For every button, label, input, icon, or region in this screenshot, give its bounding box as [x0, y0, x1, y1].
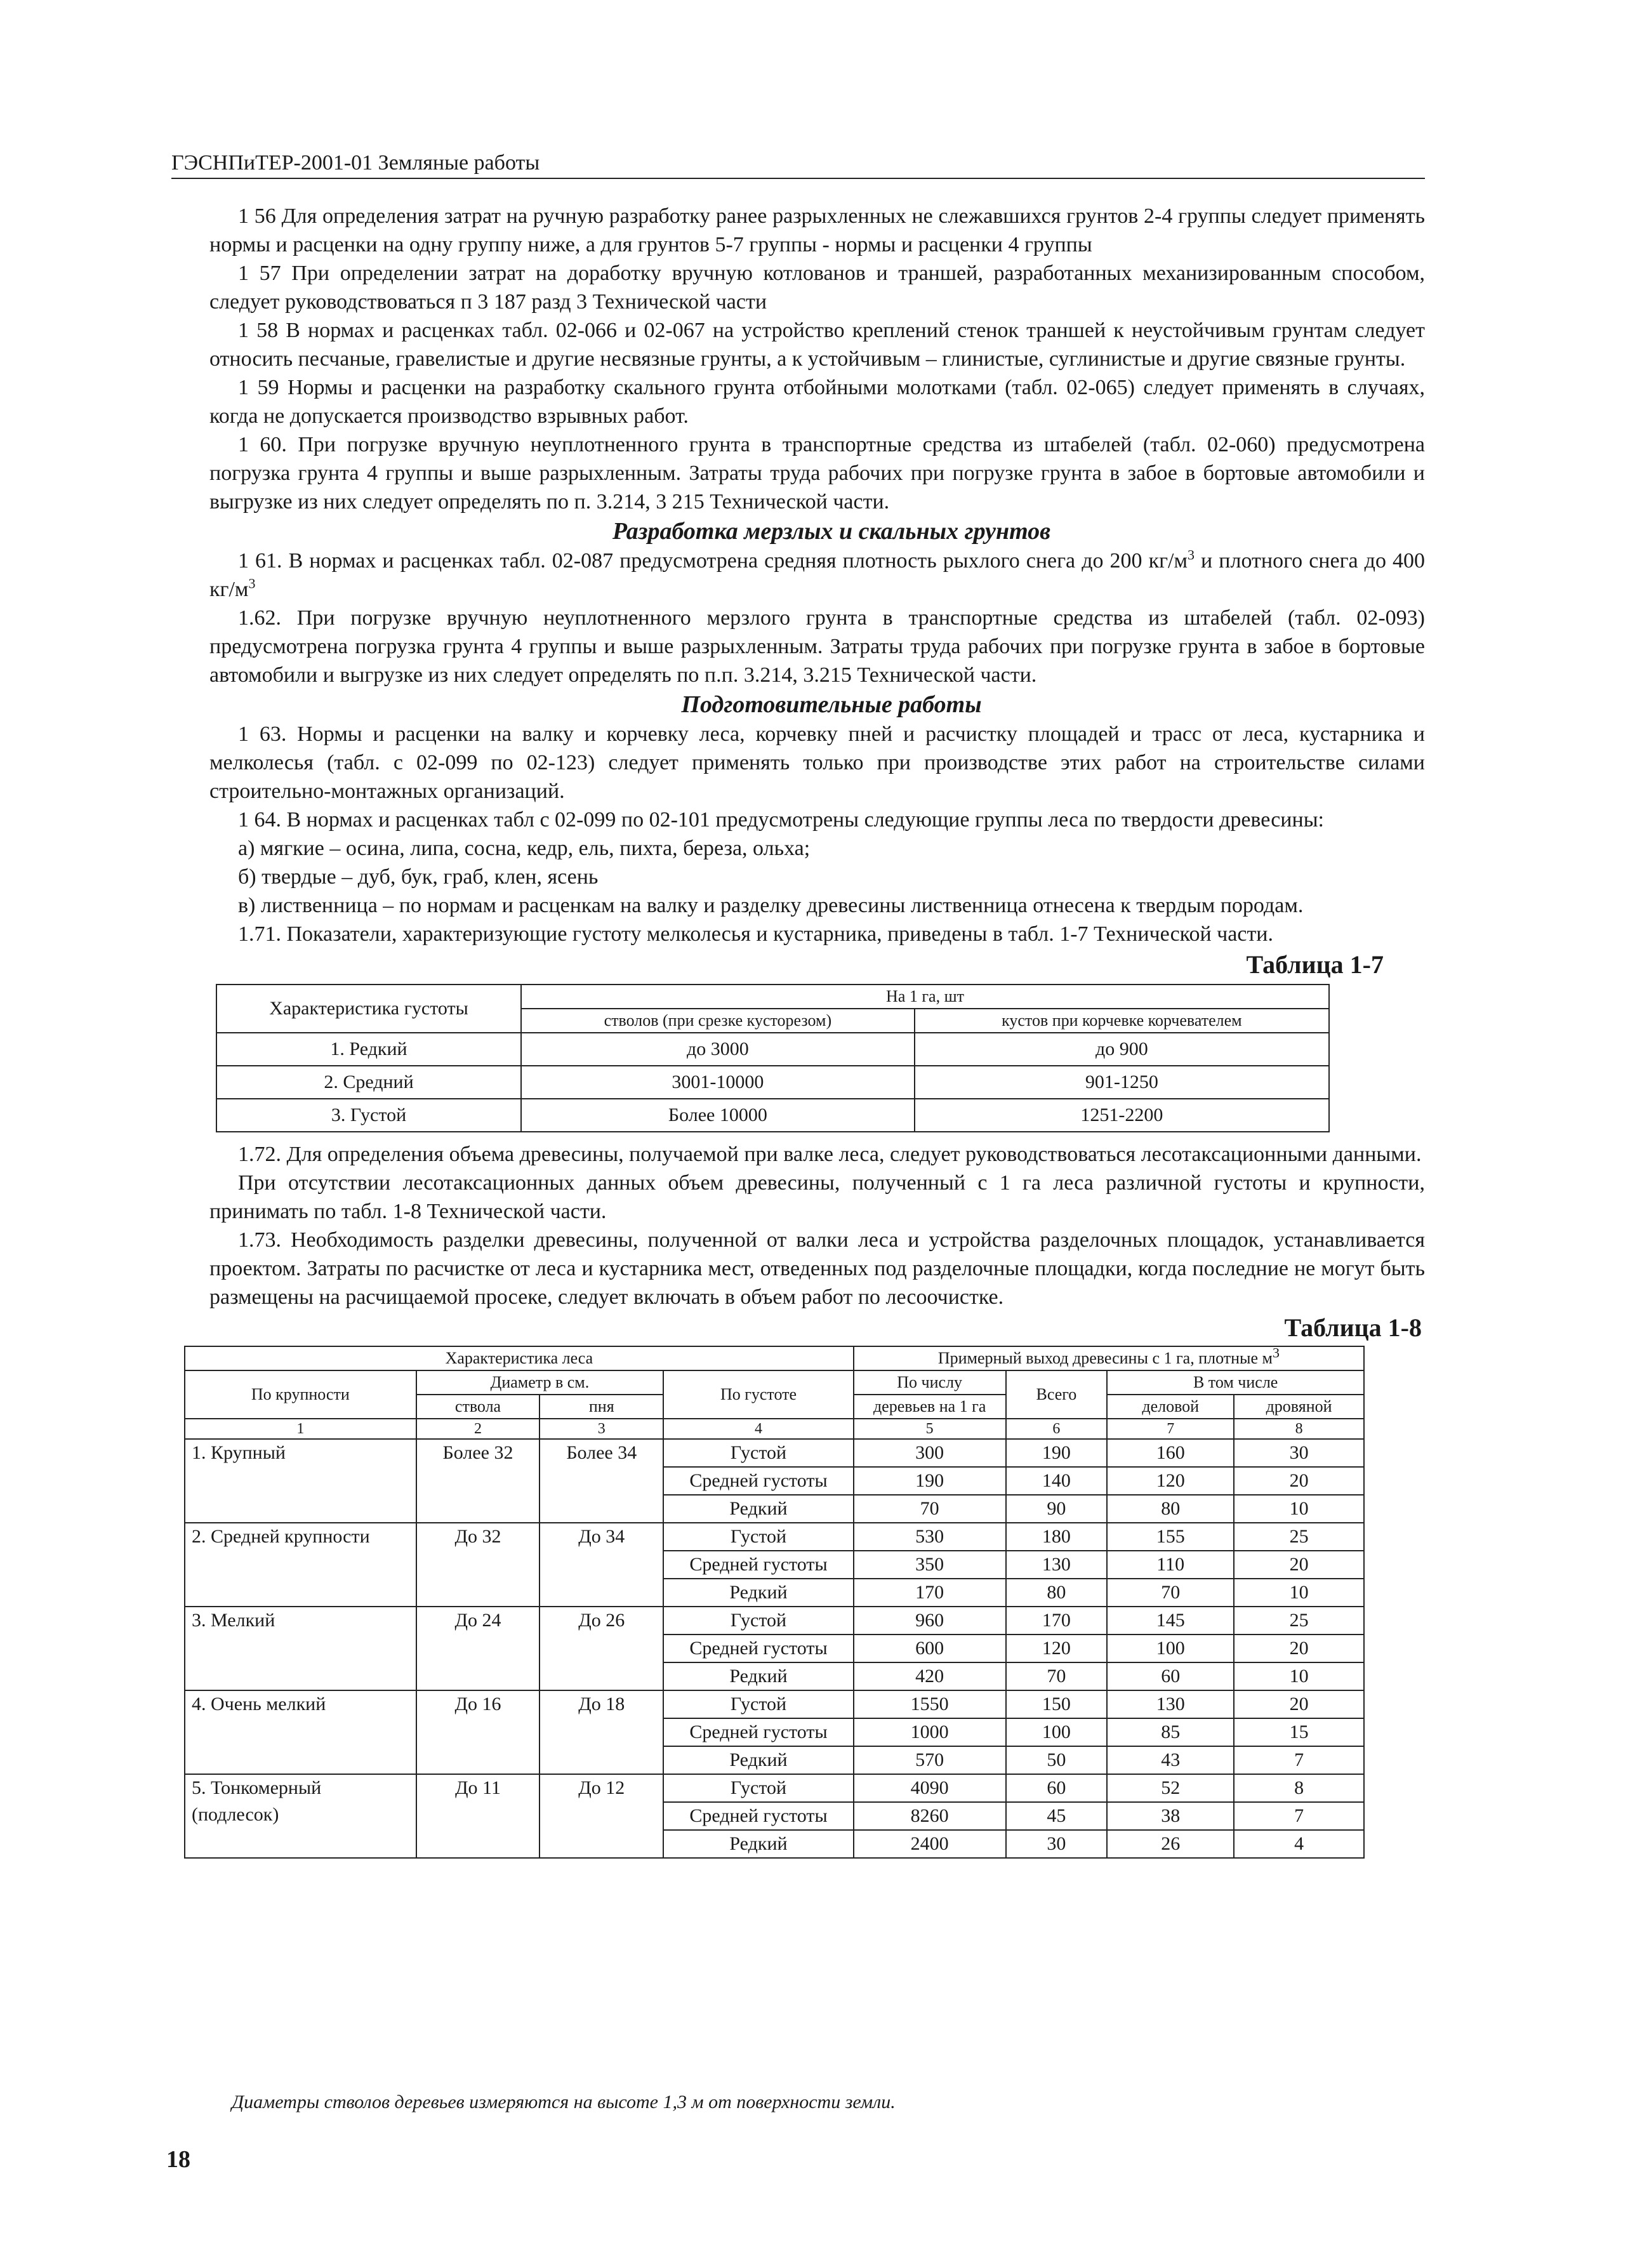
table-cell: 1000: [854, 1718, 1006, 1746]
size-cell: 3. Мелкий: [185, 1607, 416, 1690]
section-title-frozen-soils: Разработка мерзлых и скальных грунтов: [612, 518, 1051, 545]
table-1-8-title: Таблица 1-8: [1284, 1313, 1422, 1342]
table-row: [185, 1439, 1364, 1467]
table-header: Характеристика густоты: [216, 985, 521, 1033]
table-cell: Густой: [663, 1690, 854, 1718]
table-cell: 901-1250: [915, 1066, 1329, 1099]
column-number: 4: [663, 1419, 854, 1439]
table-header: По крупности: [185, 1370, 416, 1419]
table-cell: 190: [854, 1467, 1006, 1495]
table-cell: 3001-10000: [521, 1066, 915, 1099]
table-cell: 30: [1234, 1439, 1364, 1467]
table-cell: 120: [1107, 1467, 1234, 1495]
list-item: а) мягкие – осина, липа, сосна, кедр, ель, пихта, береза, ольха;: [238, 837, 811, 860]
table-header: кустов при корчевке корчевателем: [915, 1009, 1329, 1033]
size-cell: 4. Очень мелкий: [185, 1690, 416, 1774]
paragraph: 1 56 Для определения затрат на ручную разработку ранее разрыхленных не слежавшихся грунтов 2-4 группы следует применять нормы и расценки на одну группу ниже, а для грунтов 5-7 группы - нормы и расценки 4 группы: [209, 204, 1425, 256]
size-cell: 5. Тонкомерный (подлесок): [185, 1774, 416, 1858]
table-cell: 26: [1107, 1830, 1234, 1858]
table-cell: 3. Густой: [216, 1099, 521, 1132]
footnote: Диаметры стволов деревьев измеряются на высоте 1,3 м от поверхности земли.: [232, 2092, 896, 2112]
table-cell: 145: [1107, 1607, 1234, 1635]
paragraph-text: 1 61. В нормах и расценках табл. 02-087 предусмотрена средняя плотность рыхлого снега до 200 кг/м: [238, 549, 1188, 573]
table-1-7-title: Таблица 1-7: [1246, 950, 1384, 979]
table-cell: Редкий: [663, 1662, 854, 1690]
paragraph-1-71: 1.71. Показатели, характеризующие густоту мелколесья и кустарника, приведены в табл. 1-7 Технической части.: [238, 922, 1274, 946]
superscript: 3: [248, 575, 256, 592]
table-cell: Редкий: [663, 1746, 854, 1774]
table-cell: до 3000: [521, 1033, 915, 1066]
paragraph-1-64: 1 64. В нормах и расценках табл с 02-099 по 02-101 предусмотрены следующие группы леса по твердости древесины:: [238, 808, 1324, 832]
table-cell: 170: [1006, 1607, 1108, 1635]
table-cell: 150: [1006, 1690, 1108, 1718]
wood-hardness-list: [209, 834, 1425, 891]
table-cell: 1550: [854, 1690, 1006, 1718]
table-cell: 300: [854, 1439, 1006, 1467]
table-cell: Густой: [663, 1607, 854, 1635]
table-cell: 20: [1234, 1551, 1364, 1579]
column-number: 2: [416, 1419, 540, 1439]
table-body: [216, 1033, 1329, 1132]
table-cell: 120: [1006, 1635, 1108, 1662]
table-cell: 155: [1107, 1523, 1234, 1551]
column-number: 7: [1107, 1419, 1234, 1439]
table-cell: Густой: [663, 1523, 854, 1551]
table-cell: 1251-2200: [915, 1099, 1329, 1132]
running-header: ГЭСНПиТЕР-2001-01 Земляные работы: [171, 151, 1425, 179]
table-header: В том числе: [1107, 1370, 1364, 1395]
table-cell: Густой: [663, 1774, 854, 1802]
table-header: Всего: [1006, 1370, 1108, 1419]
table-cell: 8260: [854, 1802, 1006, 1830]
table-cell: Средней густоты: [663, 1551, 854, 1579]
table-1-8: [184, 1346, 1365, 1859]
trunk-diameter-cell: До 32: [416, 1523, 540, 1607]
table-row: [185, 1690, 1364, 1718]
table-cell: Более 10000: [521, 1099, 915, 1132]
page-number: 18: [166, 2146, 190, 2173]
table-cell: 60: [1107, 1662, 1234, 1690]
stump-diameter-cell: До 12: [539, 1774, 663, 1858]
table-cell: 350: [854, 1551, 1006, 1579]
table-cell: 1. Редкий: [216, 1033, 521, 1066]
table-cell: Редкий: [663, 1830, 854, 1858]
table-header: пня: [539, 1395, 663, 1419]
table-cell: 10: [1234, 1579, 1364, 1607]
table-cell: 4090: [854, 1774, 1006, 1802]
table-1-7: [216, 984, 1330, 1132]
table-cell: Средней густоты: [663, 1467, 854, 1495]
table-cell: 7: [1234, 1746, 1364, 1774]
paragraph-text: и плотного снега до 400 кг/м: [209, 549, 1426, 601]
table-cell: 110: [1107, 1551, 1234, 1579]
list-item: в) лиственница – по нормам и расценкам на валку и разделку древесины лиственница отнесена к твердым породам.: [238, 894, 1304, 917]
table-header: деловой: [1107, 1395, 1234, 1419]
table-cell: 52: [1107, 1774, 1234, 1802]
table-header: По густоте: [663, 1370, 854, 1419]
table-cell: 180: [1006, 1523, 1108, 1551]
paragraph-1-61: [209, 547, 1425, 604]
table-header: стволов (при срезке кусторезом): [521, 1009, 915, 1033]
table-header: ствола: [416, 1395, 540, 1419]
table-cell: 10: [1234, 1662, 1364, 1690]
table-cell: 130: [1006, 1551, 1108, 1579]
table-cell: 60: [1006, 1774, 1108, 1802]
paragraph: 1 59 Нормы и расценки на разработку скального грунта отбойными молотками (табл. 02-065) следует применять в случаях, когда не допускается производство взрывных работ.: [209, 376, 1425, 428]
table-cell: 530: [854, 1523, 1006, 1551]
header-text: Примерный выход древесины с 1 га, плотные м: [937, 1349, 1273, 1367]
table-cell: 80: [1107, 1495, 1234, 1523]
table-cell: Густой: [663, 1439, 854, 1467]
superscript: 3: [1188, 547, 1195, 563]
paragraph: 1 60. При погрузке вручную неуплотненного грунта в транспортные средства из штабелей (табл. 02-060) предусмотрена погрузка грунта 4 группы и выше разрыхленным. Затраты труда рабочих при погрузке грунта в забое в бортовые автомобили и выгрузке из них следует определять по п. 3.214, 3 215 Технической части.: [209, 433, 1425, 514]
table-header: деревьев на 1 га: [854, 1395, 1006, 1419]
paragraph-1-63: 1 63. Нормы и расценки на валку и корчевку леса, корчевку пней и расчистку площадей и трасс от леса, кустарника и мелколесья (табл. с 02-099 по 02-123) следует применять только при производстве этих работ на строительстве силами строительно-монтажных организаций.: [209, 722, 1425, 803]
table-row: [185, 1607, 1364, 1635]
table-cell: 15: [1234, 1718, 1364, 1746]
trunk-diameter-cell: До 16: [416, 1690, 540, 1774]
table-cell: 100: [1107, 1635, 1234, 1662]
table-row: [185, 1774, 1364, 1802]
table-cell: 140: [1006, 1467, 1108, 1495]
trunk-diameter-cell: До 11: [416, 1774, 540, 1858]
table-cell: 70: [1006, 1662, 1108, 1690]
table-cell: 45: [1006, 1802, 1108, 1830]
table-cell: 20: [1234, 1690, 1364, 1718]
table-body: [185, 1439, 1364, 1858]
page-content: [192, 202, 1426, 1865]
paragraphs-block: [209, 202, 1425, 516]
table-cell: 190: [1006, 1439, 1108, 1467]
paragraph-1-62: 1.62. При погрузке вручную неуплотненного мерзлого грунта в транспортные средства из штабелей (табл. 02-093) предусмотрена погрузка грунта 4 группы и выше разрыхленным. Затраты труда рабочих при погрузке грунта в забое в бортовые автомобили и выгрузке из них следует определять по п.п. 3.214, 3.215 Технической части.: [209, 606, 1425, 687]
column-number: 6: [1006, 1419, 1108, 1439]
table-header: По числу: [854, 1370, 1006, 1395]
paragraph-1-72: 1.72. Для определения объема древесины, получаемой при валке леса, следует руководствоваться лесотаксационными данными.: [238, 1143, 1422, 1166]
table-header: Характеристика леса: [185, 1346, 854, 1370]
table-cell: 570: [854, 1746, 1006, 1774]
table-cell: 2400: [854, 1830, 1006, 1858]
table-header: дровяной: [1234, 1395, 1364, 1419]
table-cell: 50: [1006, 1746, 1108, 1774]
table-cell: 2. Средний: [216, 1066, 521, 1099]
column-number: 3: [539, 1419, 663, 1439]
table-header: Диаметр в см.: [416, 1370, 664, 1395]
paragraph-1-72-b: При отсутствии лесотаксационных данных объем древесины, полученный с 1 га леса различной густоты и крупности, принимать по табл. 1-8 Технической части.: [209, 1171, 1425, 1223]
column-numbers-row: [185, 1419, 1364, 1439]
table-cell: 25: [1234, 1607, 1364, 1635]
stump-diameter-cell: До 26: [539, 1607, 663, 1690]
table-cell: 85: [1107, 1718, 1234, 1746]
table-cell: 25: [1234, 1523, 1364, 1551]
table-cell: 80: [1006, 1579, 1108, 1607]
table-cell: 8: [1234, 1774, 1364, 1802]
table-cell: 100: [1006, 1718, 1108, 1746]
table-cell: Средней густоты: [663, 1635, 854, 1662]
stump-diameter-cell: Более 34: [539, 1439, 663, 1523]
table-cell: 600: [854, 1635, 1006, 1662]
stump-diameter-cell: До 34: [539, 1523, 663, 1607]
table-cell: 20: [1234, 1635, 1364, 1662]
paragraph-1-73: 1.73. Необходимость разделки древесины, полученной от валки леса и устройства разделочных площадок, устанавливается проектом. Затраты по расчистке от леса и кустарника мест, отведенных под разделочные площадки, когда последние не могут быть размещены на расчищаемой просеке, следует включать в объем работ по лесоочистке.: [209, 1228, 1425, 1309]
table-cell: 170: [854, 1579, 1006, 1607]
table-row: [185, 1523, 1364, 1551]
table-cell: Средней густоты: [663, 1802, 854, 1830]
table-cell: 43: [1107, 1746, 1234, 1774]
table-cell: 4: [1234, 1830, 1364, 1858]
table-row: [216, 1066, 1329, 1099]
size-cell: 1. Крупный: [185, 1439, 416, 1523]
table-cell: Средней густоты: [663, 1718, 854, 1746]
table-cell: 960: [854, 1607, 1006, 1635]
size-cell: 2. Средней крупности: [185, 1523, 416, 1607]
table-cell: 20: [1234, 1467, 1364, 1495]
trunk-diameter-cell: До 24: [416, 1607, 540, 1690]
paragraph: 1 58 В нормах и расценках табл. 02-066 и 02-067 на устройство креплений стенок траншей к неустойчивым грунтам следует относить песчаные, гравелистые и другие несвязные грунты, а к устойчивым – глинистые, суглинистые и другие связные грунты.: [209, 319, 1425, 371]
table-cell: 70: [1107, 1579, 1234, 1607]
column-number: 5: [854, 1419, 1006, 1439]
table-cell: 90: [1006, 1495, 1108, 1523]
trunk-diameter-cell: Более 32: [416, 1439, 540, 1523]
stump-diameter-cell: До 18: [539, 1690, 663, 1774]
column-number: 1: [185, 1419, 416, 1439]
table-row: [216, 1099, 1329, 1132]
table-cell: 10: [1234, 1495, 1364, 1523]
section-title-preparatory-works: Подготовительные работы: [681, 691, 982, 718]
table-cell: Редкий: [663, 1579, 854, 1607]
table-cell: до 900: [915, 1033, 1329, 1066]
table-cell: 160: [1107, 1439, 1234, 1467]
table-cell: 30: [1006, 1830, 1108, 1858]
table-cell: 7: [1234, 1802, 1364, 1830]
table-cell: 420: [854, 1662, 1006, 1690]
paragraph: 1 57 При определении затрат на доработку вручную котлованов и траншей, разработанных механизированным способом, следует руководствоваться п 3 187 разд 3 Технической части: [209, 262, 1425, 314]
table-cell: 70: [854, 1495, 1006, 1523]
column-number: 8: [1234, 1419, 1364, 1439]
table-row: [216, 1033, 1329, 1066]
table-cell: 130: [1107, 1690, 1234, 1718]
superscript: 3: [1272, 1344, 1280, 1361]
list-item: б) твердые – дуб, бук, граб, клен, ясень: [238, 865, 599, 889]
table-header: [854, 1346, 1364, 1370]
table-header: На 1 га, шт: [521, 985, 1329, 1009]
table-cell: Редкий: [663, 1495, 854, 1523]
table-cell: 38: [1107, 1802, 1234, 1830]
